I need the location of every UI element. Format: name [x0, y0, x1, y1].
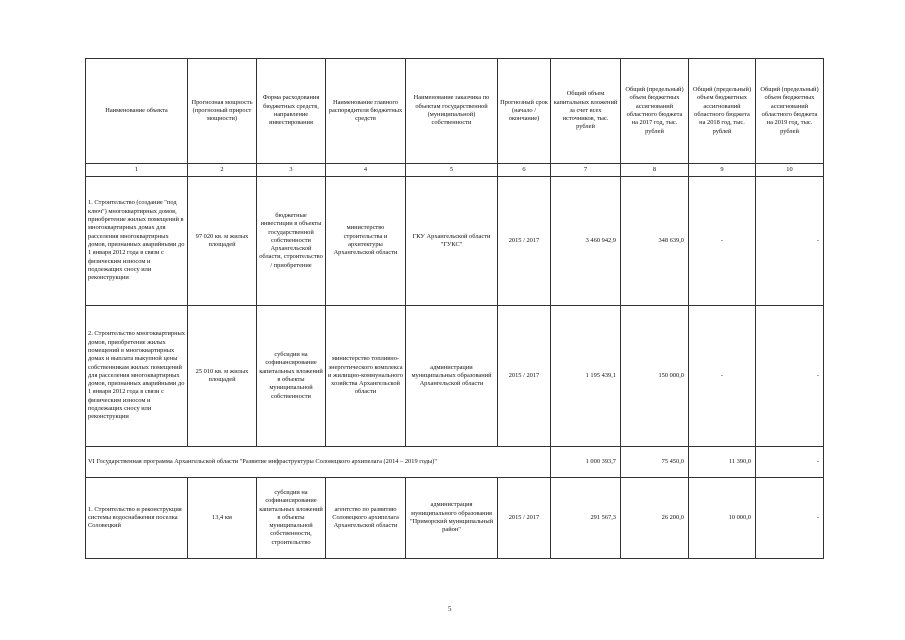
program-2017-cell: 75 450,0: [621, 447, 689, 478]
header-cell: Общий (предельный) объем бюджетных ассигнований областного бюджета на 2017 год, тыс. рублей: [621, 59, 689, 164]
budget-2019-cell: -: [756, 478, 824, 559]
total-investment-cell: 291 567,3: [551, 478, 621, 559]
column-number: 10: [756, 164, 824, 177]
header-row: [86, 59, 824, 164]
object-name: 1. Строительство (создание "под ключ") многоквартирных домов, приобретение жилых помещений в многоквартирных домах для расселения многоквартирных домов, признанных аварийными до 1 января 2012 года в связи с физическим износом и подлежащих сносу или реконструкции: [86, 177, 188, 306]
program-title: VI Государственная программа Архангельской области "Развитие инфраструктуры Соловецкого архипелага (2014 – 2019 годы)": [86, 447, 551, 478]
header-cell: Общий (предельный) объем бюджетных ассигнований областного бюджета на 2019 год, тыс. рублей: [756, 59, 824, 164]
program-total-cell: 1 000 393,7: [551, 447, 621, 478]
header-cell: Прогнозный срок (начало / окончание): [498, 59, 551, 164]
budget-2018-cell: -: [689, 306, 756, 447]
capacity-cell: 13,4 км: [188, 478, 257, 559]
header-cell: Общий объем капитальных вложений за счет всех источников, тыс. рублей: [551, 59, 621, 164]
program-row: [86, 447, 824, 478]
page-number: 5: [448, 605, 452, 613]
customer-cell: ГКУ Архангельской области "ГУКС": [406, 177, 498, 306]
header-cell: Наименование главного распорядителя бюджетных средств: [326, 59, 406, 164]
header-cell: Наименование объекта: [86, 59, 188, 164]
term-cell: 2015 / 2017: [498, 306, 551, 447]
header-cell: Прогнозная мощность (прогнозный прирост мощности): [188, 59, 257, 164]
column-number: 1: [86, 164, 188, 177]
term-cell: 2015 / 2017: [498, 177, 551, 306]
budget-2017-cell: 348 639,0: [621, 177, 689, 306]
header-cell: Наименование заказчика по объектам государственной (муниципальной) собственности: [406, 59, 498, 164]
capital-investment-table: [85, 58, 824, 559]
header-cell: Форма расходования бюджетных средств, направление инвестирования: [257, 59, 326, 164]
column-number: 7: [551, 164, 621, 177]
table-row: [86, 306, 824, 447]
column-number: 2: [188, 164, 257, 177]
column-number: 9: [689, 164, 756, 177]
budget-2019-cell: -: [756, 306, 824, 447]
program-2019-cell: -: [756, 447, 824, 478]
budget-2019-cell: -: [756, 177, 824, 306]
spending-form-cell: субсидии на софинансирование капитальных вложений в объекты муниципальной собственности: [257, 306, 326, 447]
column-number-row: [86, 164, 824, 177]
column-number: 5: [406, 164, 498, 177]
term-cell: 2015 / 2017: [498, 478, 551, 559]
budget-manager-cell: министерство строительства и архитектуры Архангельской области: [326, 177, 406, 306]
budget-2018-cell: -: [689, 177, 756, 306]
total-investment-cell: 1 195 439,1: [551, 306, 621, 447]
spending-form-cell: субсидии на софинансирование капитальных вложений в объекты муниципальной собственности, строительство: [257, 478, 326, 559]
column-number: 3: [257, 164, 326, 177]
budget-2017-cell: 150 000,0: [621, 306, 689, 447]
capacity-cell: 97 020 кв. м жилых площадей: [188, 177, 257, 306]
budget-manager-cell: министерство топливно-энергетического комплекса и жилищно-коммунального хозяйства Архангельской области: [326, 306, 406, 447]
column-number: 8: [621, 164, 689, 177]
program-2018-cell: 11 390,0: [689, 447, 756, 478]
column-number: 4: [326, 164, 406, 177]
budget-2017-cell: 26 200,0: [621, 478, 689, 559]
object-name: 2. Строительство многоквартирных домов, приобретение жилых помещений в многоквартирных домах и выплата выкупной цены собственникам жилых помещений для расселения многоквартирных домов, признанных аварийными до 1 января 2012 года в связи с физическим износом и подлежащих сносу или реконструкции: [86, 306, 188, 447]
total-investment-cell: 3 460 942,9: [551, 177, 621, 306]
table-row: [86, 478, 824, 559]
table-row: [86, 177, 824, 306]
customer-cell: администрации муниципальных образований Архангельской области: [406, 306, 498, 447]
capacity-cell: 25 010 кв. м жилых площадей: [188, 306, 257, 447]
customer-cell: администрация муниципального образования "Приморский муниципальный район": [406, 478, 498, 559]
spending-form-cell: бюджетные инвестиции в объекты государственной собственности Архангельской области, строительство / приобретение: [257, 177, 326, 306]
budget-manager-cell: агентство по развитию Соловецкого архипелага Архангельской области: [326, 478, 406, 559]
object-name: 1. Строительство и реконструкция системы водоснабжения поселка Соловецкий: [86, 478, 188, 559]
column-number: 6: [498, 164, 551, 177]
header-cell: Общий (предельный) объем бюджетных ассигнований областного бюджета на 2018 год, тыс. рублей: [689, 59, 756, 164]
budget-2018-cell: 10 000,0: [689, 478, 756, 559]
